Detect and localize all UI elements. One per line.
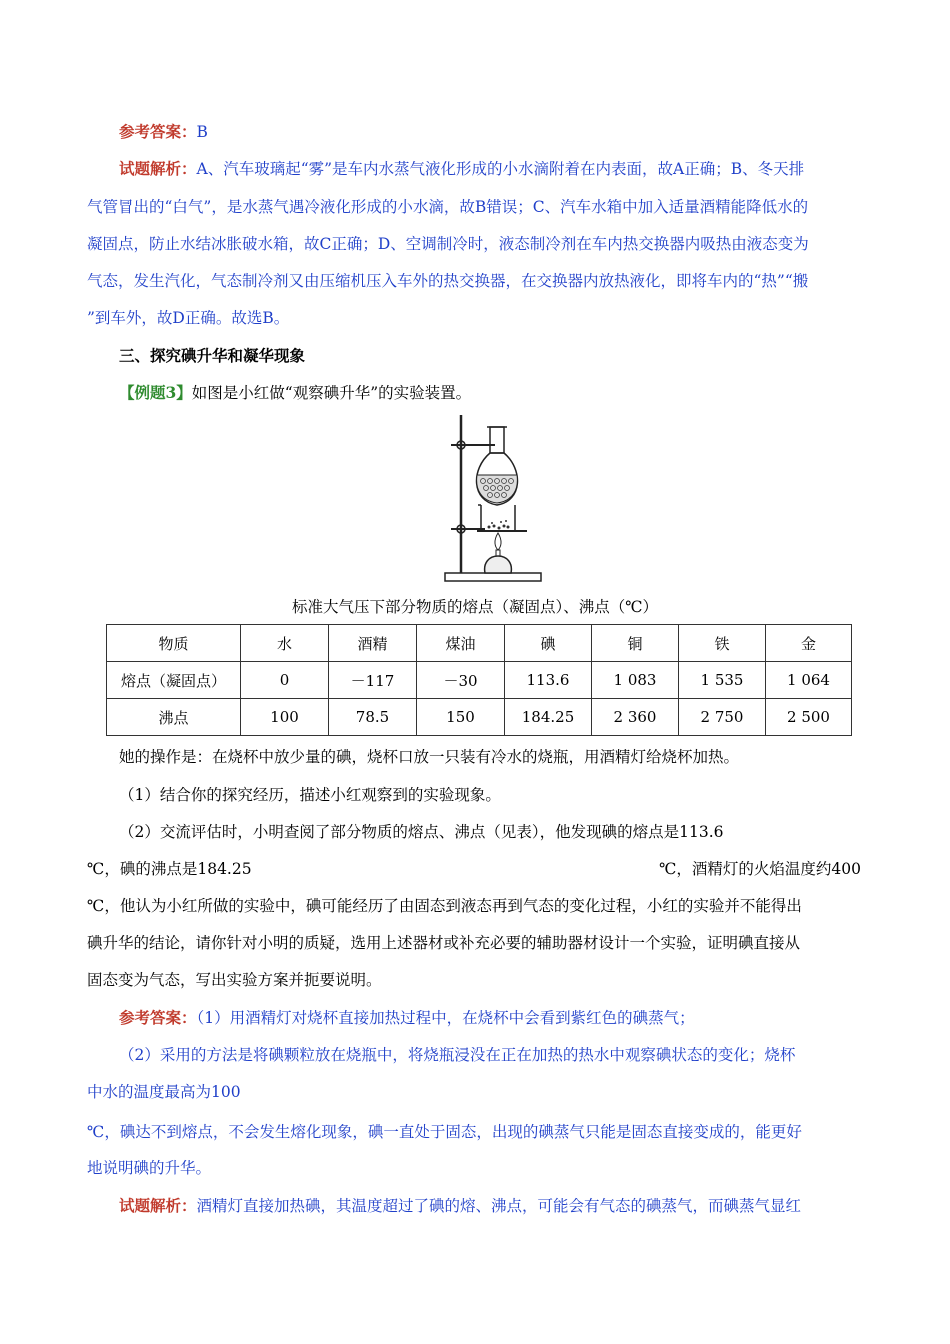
table-cell: 78.5 [329, 699, 417, 736]
table-cell: －117 [329, 662, 417, 699]
header-cell: 水 [241, 625, 329, 662]
question-2-left: ℃，碘的沸点是184.25 [87, 860, 252, 878]
analysis-line: ”到车外，故D正确。故选B。 [87, 309, 290, 327]
table-cell: －30 [417, 662, 505, 699]
analysis-line-2 [119, 1196, 801, 1216]
header-cell: 碘 [505, 625, 592, 662]
table-row [107, 662, 852, 699]
analysis-text: 酒精灯直接加热碘，其温度超过了碘的熔、沸点，可能会有气态的碘蒸气，而碘蒸气显红 [196, 1197, 802, 1215]
apparatus-icon [443, 409, 543, 584]
analysis-line [119, 159, 804, 179]
analysis-line: 气管冒出的“白气”，是水蒸气遇冷液化形成的小水滴，故B错误；C、汽车水箱中加入适量酒精能降低水的 [87, 198, 809, 216]
header-cell: 煤油 [417, 625, 505, 662]
table-cell: 113.6 [505, 662, 592, 699]
section-title: 三、探究碘升华和凝华现象 [119, 346, 306, 365]
table-cell: 1 535 [679, 662, 766, 699]
table-caption: 标准大气压下部分物质的熔点（凝固点）、沸点（℃） [291, 598, 659, 616]
header-cell: 金 [766, 625, 852, 662]
answer-line-2 [119, 1008, 695, 1028]
question-2-line: （2）交流评估时，小明查阅了部分物质的熔点、沸点（见表），他发现碘的熔点是113.6 [119, 823, 724, 841]
operation-text: 她的操作是：在烧杯中放少量的碘，烧杯口放一只装有冷水的烧瓶，用酒精灯给烧杯加热。 [119, 748, 740, 766]
table-cell: 1 083 [592, 662, 679, 699]
question-2-line: ℃，他认为小红所做的实验中，碘可能经历了由固态到液态再到气态的变化过程，小红的实验并不能得出 [87, 897, 802, 915]
table-cell: 0 [241, 662, 329, 699]
question-2-line: 固态变为气态，写出实验方案并扼要说明。 [87, 971, 382, 989]
example-tag: 【例题3】 [119, 383, 192, 402]
answer-line: 地说明碘的升华。 [87, 1159, 212, 1177]
answer-label: 参考答案： [119, 1008, 197, 1027]
header-cell: 酒精 [329, 625, 417, 662]
table-cell: 2 500 [766, 699, 852, 736]
table-header-row [107, 625, 852, 662]
question-2-line [87, 859, 861, 879]
analysis-line: 凝固点，防止水结冰胀破水箱，故C正确；D、空调制冷时，液态制冷剂在车内热交换器内吸热由液态变为 [87, 235, 809, 253]
answer-label: 参考答案： [119, 122, 197, 141]
answer-line: 中水的温度最高为100 [87, 1083, 241, 1101]
answer-line: ℃，碘达不到熔点，不会发生熔化现象，碘一直处于固态，出现的碘蒸气只能是固态直接变成的，能更好 [87, 1123, 802, 1141]
header-cell: 铁 [679, 625, 766, 662]
question-2-line: 碘升华的结论，请你针对小明的质疑，选用上述器材或补充必要的辅助器材设计一个实验，证明碘直接从 [87, 934, 801, 952]
table-cell: 2 750 [679, 699, 766, 736]
analysis-text: A、汽车玻璃起“雾”是车内水蒸气液化形成的小水滴附着在内表面，故A正确；B、冬天排 [196, 160, 805, 178]
table-cell: 2 360 [592, 699, 679, 736]
header-cell: 铜 [592, 625, 679, 662]
table-cell: 100 [241, 699, 329, 736]
answer-text: （1）用酒精灯对烧杯直接加热过程中，在烧杯中会看到紫红色的碘蒸气； [196, 1009, 695, 1027]
answer-line-1 [119, 122, 208, 142]
header-cell: 物质 [107, 625, 241, 662]
analysis-line: 气态，发生汽化，气态制冷剂又由压缩机压入车外的热交换器，在交换器内放热液化，即将车内的“热”“搬 [87, 272, 809, 290]
analysis-label: 试题解析： [119, 159, 197, 178]
question-1: （1）结合你的探究经历，描述小红观察到的实验现象。 [119, 786, 501, 804]
example-text: 如图是小红做“观察碘升华”的实验装置。 [191, 384, 472, 402]
table-cell: 沸点 [107, 699, 241, 736]
question-2-right: ℃，酒精灯的火焰温度约400 [659, 860, 861, 878]
answer-value: B [196, 123, 208, 141]
answer-line: （2）采用的方法是将碘颗粒放在烧瓶中，将烧瓶浸没在正在加热的热水中观察碘状态的变化；烧杯 [119, 1046, 796, 1064]
table-cell: 1 064 [766, 662, 852, 699]
melting-boiling-table [106, 624, 852, 736]
table-cell: 150 [417, 699, 505, 736]
analysis-label: 试题解析： [119, 1196, 197, 1215]
table-cell: 184.25 [505, 699, 592, 736]
table-row [107, 699, 852, 736]
example-line [119, 383, 471, 403]
table-cell: 熔点（凝固点） [107, 662, 241, 699]
